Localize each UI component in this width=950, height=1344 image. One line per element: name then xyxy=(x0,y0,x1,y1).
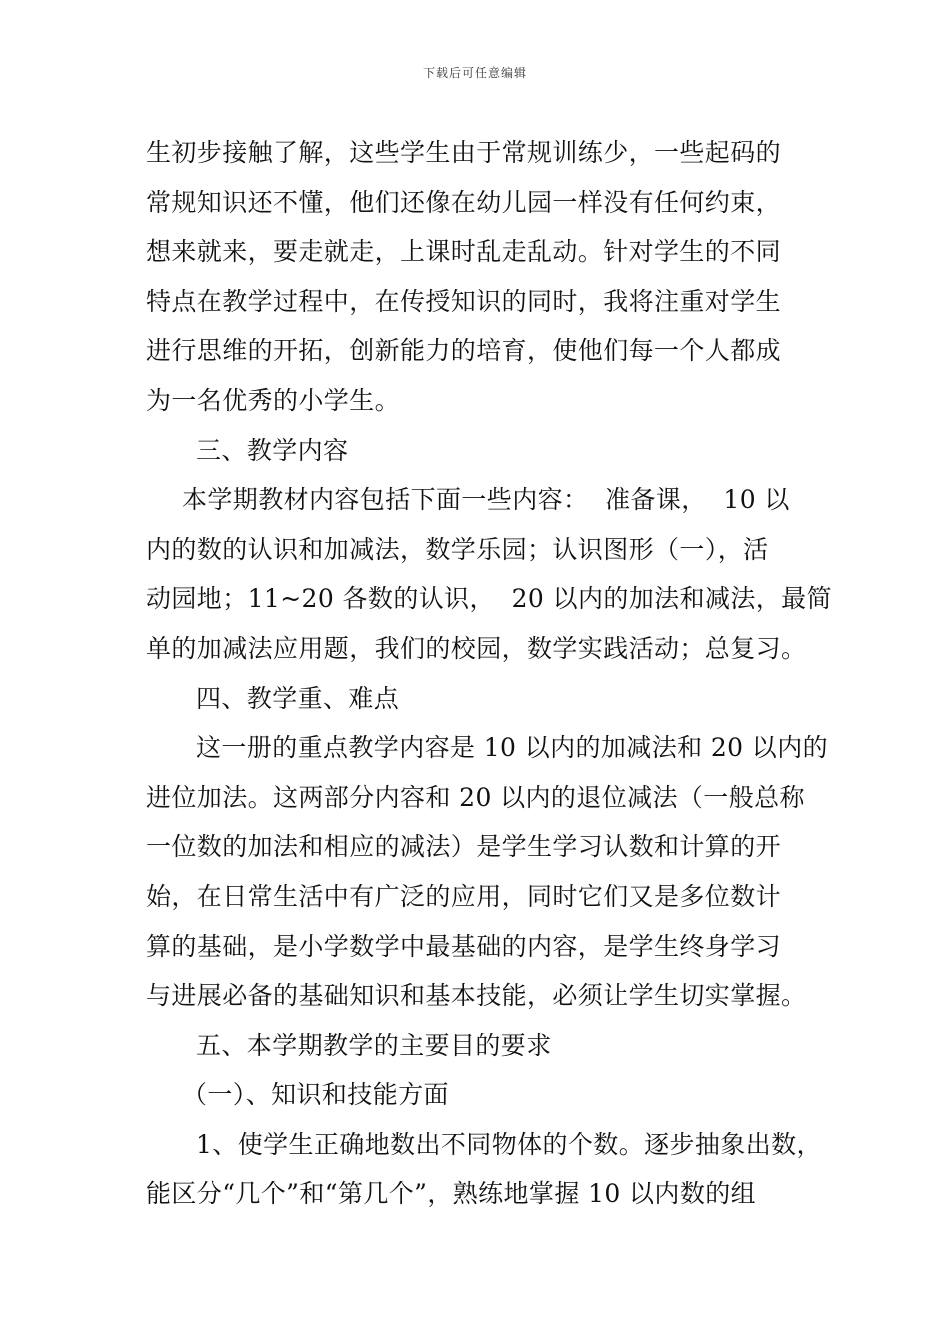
text-line: 单的加减法应用题，我们的校园，数学实践活动；总复习。 xyxy=(146,633,807,663)
document-body xyxy=(146,128,832,1219)
text-line: 进行思维的开拓，创新能力的培育，使他们每一个人都成 xyxy=(146,336,782,366)
text-line: 始，在日常生活中有广泛的应用，同时它们又是多位数计 xyxy=(146,881,782,911)
text-line: 能区分“几个”和“第几个”，熟练地掌握 10 以内数的组 xyxy=(146,1179,757,1209)
text-line: 本学期教材内容包括下面一些内容： 准备课， 10 以 xyxy=(182,485,790,515)
subsection-heading: （一）、知识和技能方面 xyxy=(182,1080,449,1110)
text-line: 特点在教学过程中，在传授知识的同时，我将注重对学生 xyxy=(146,286,782,316)
text-line: 算的基础，是小学数学中最基础的内容，是学生终身学习 xyxy=(146,931,782,961)
text-line: 1、使学生正确地数出不同物体的个数。逐步抽象出数， xyxy=(196,1129,822,1159)
text-line: 内的数的认识和加减法，数学乐园；认识图形（一），活 xyxy=(146,534,769,564)
page-header: 下载后可任意编辑 xyxy=(422,66,527,80)
section-heading: 三、教学内容 xyxy=(196,435,349,465)
text-line: 进位加法。这两部分内容和 20 以内的退位减法（一般总称 xyxy=(146,782,805,812)
text-line: 这一册的重点教学内容是 10 以内的加减法和 20 以内的 xyxy=(196,733,829,763)
text-line: 一位数的加法和相应的减法）是学生学习认数和计算的开 xyxy=(146,832,782,862)
text-line: 为一名优秀的小学生。 xyxy=(146,385,401,415)
section-heading: 四、教学重、难点 xyxy=(196,683,400,713)
text-line: 与进展必备的基础知识和基本技能，必须让学生切实掌握。 xyxy=(146,981,807,1011)
text-line: 常规知识还不懂，他们还像在幼儿园一样没有任何约束， xyxy=(146,187,782,217)
text-line: 想来就来，要走就走，上课时乱走乱动。针对学生的不同 xyxy=(146,237,782,267)
text-line: 生初步接触了解，这些学生由于常规训练少，一些起码的 xyxy=(146,138,782,167)
section-heading: 五、本学期教学的主要目的要求 xyxy=(196,1030,552,1060)
text-line: 动园地；11~20 各数的认识， 20 以内的加法和减法，最简 xyxy=(146,584,832,614)
